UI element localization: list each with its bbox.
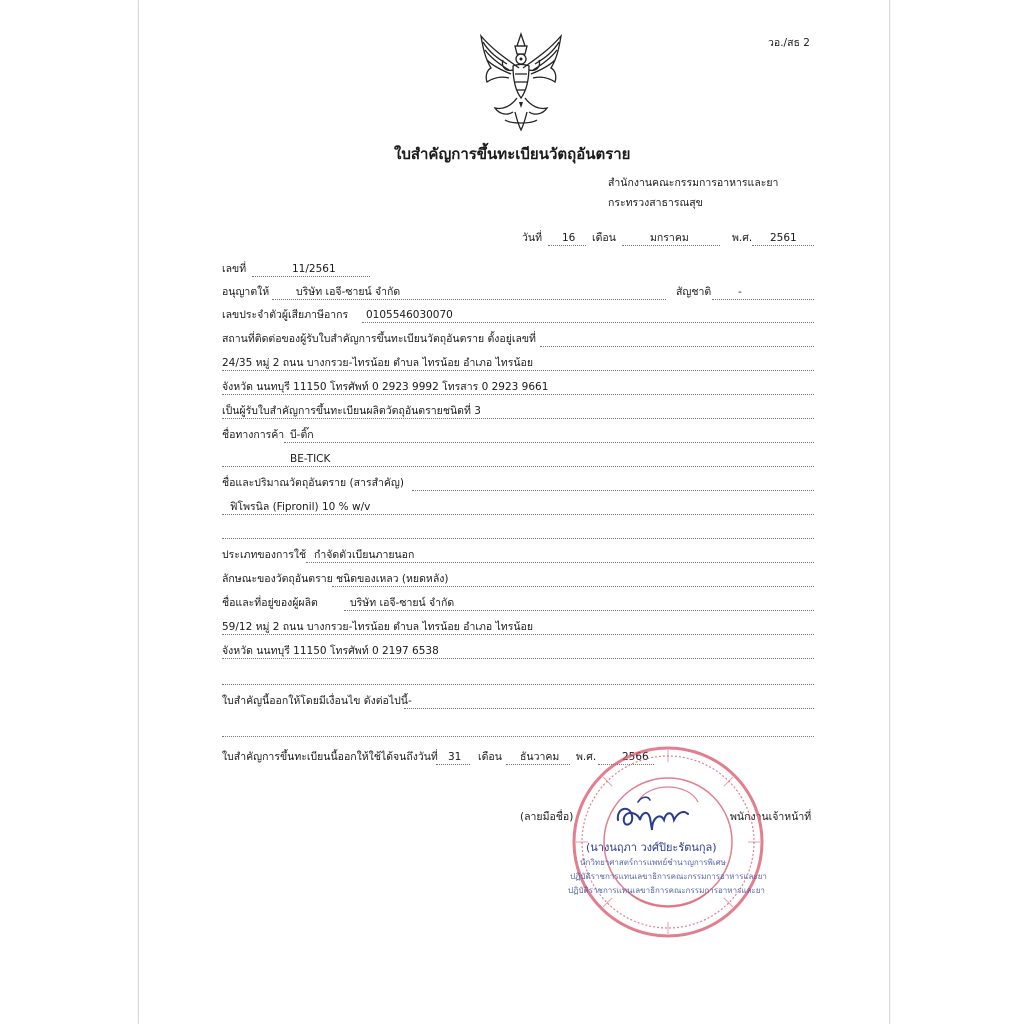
substance-dots-1 (222, 514, 814, 515)
expiry-month-label: เดือน (478, 751, 502, 763)
address-line-2-dots (222, 394, 814, 395)
expiry-label: ใบสำคัญการขึ้นทะเบียนนี้ออกให้ใช้ได้จนถึงวันที่ (222, 751, 438, 763)
expiry-day: 31 (448, 751, 462, 763)
reg-no-label: เลขที่ (222, 263, 247, 275)
reg-no: 11/2561 (292, 263, 336, 275)
issue-year-line (752, 245, 814, 246)
garuda-emblem-icon (475, 28, 567, 132)
formulation-line (332, 586, 814, 587)
issue-year-label: พ.ศ. (732, 232, 753, 244)
form-code: วอ./สธ 2 (768, 37, 810, 49)
manufacturer-address-2: จังหวัด นนทบุรี 11150 โทรศัพท์ 0 2197 6538 (222, 645, 439, 657)
officer-position-1: นักวิทยาศาสตร์การแพทย์ชำนาญการพิเศษ (580, 858, 726, 867)
licensee-label: อนุญาตให้ (222, 286, 270, 298)
licensee-name: บริษัท เอจี-ซายน์ จำกัด (296, 286, 401, 298)
manufacturer-line (344, 610, 814, 611)
trade-name-line (284, 442, 814, 443)
issue-day-line (548, 245, 586, 246)
document-title: ใบสำคัญการขึ้นทะเบียนวัตถุอันตราย (394, 145, 631, 163)
nationality-line (712, 299, 814, 300)
substance-label: ชื่อและปริมาณวัตถุอันตราย (สารสำคัญ) (222, 477, 404, 489)
agency-line-2: กระทรวงสาธารณสุข (608, 197, 703, 209)
trade-name-en-dots (222, 466, 814, 467)
expiry-month-line (506, 764, 570, 765)
address-line-1-dots (222, 370, 814, 371)
expiry-month: ธันวาคม (520, 751, 560, 763)
blank-dots-2 (222, 736, 814, 737)
expiry-year: 2566 (622, 751, 649, 763)
issue-month: มกราคม (650, 232, 689, 244)
substance-label-dots (412, 490, 814, 491)
licensee-line (272, 299, 666, 300)
expiry-day-line (436, 764, 470, 765)
officer-position-2: ปฏิบัติราชการแทนเลขาธิการคณะกรรมการอาหารและยา (570, 872, 767, 881)
manufacturer-name: บริษัท เอจี-ซายน์ จำกัด (350, 597, 455, 609)
use-type-label: ประเภทของการใช้ (222, 549, 307, 561)
conditions-line (404, 708, 814, 709)
manufacturer-address-1-dots (222, 634, 814, 635)
formulation-label: ลักษณะของวัตถุอันตราย (222, 573, 333, 585)
issue-year: 2561 (770, 232, 797, 244)
address-intro: สถานที่ติดต่อของผู้รับใบสำคัญการขึ้นทะเบียนวัตถุอันตราย ตั้งอยู่เลขที่ (222, 333, 536, 345)
officer-position-3: ปฏิบัติราชการแทนเลขาธิการคณะกรรมการอาหารและยา (568, 886, 765, 895)
manufacturer-address-2-dots (222, 658, 814, 659)
hazard-type: เป็นผู้รับใบสำคัญการขึ้นทะเบียนผลิตวัตถุอันตรายชนิดที่ 3 (222, 405, 481, 417)
signature-label: (ลายมือชื่อ) (520, 811, 574, 823)
issue-day-label: วันที่ (522, 232, 542, 244)
issue-month-label: เดือน (592, 232, 616, 244)
officer-name: (นางนฤภา วงศ์ปิยะรัตนกุล) (586, 841, 717, 854)
formulation: ชนิดของเหลว (หยดหลัง) (336, 573, 449, 585)
agency-line-1: สำนักงานคณะกรรมการอาหารและยา (608, 177, 779, 189)
substance-dots-2 (222, 538, 814, 539)
tax-id-line (362, 322, 814, 323)
nationality-label: สัญชาติ (676, 286, 712, 298)
trade-name-label: ชื่อทางการค้า (222, 429, 285, 441)
issue-month-line (622, 245, 720, 246)
expiry-year-label: พ.ศ. (576, 751, 597, 763)
conditions-value: - (408, 695, 412, 707)
use-type-line (306, 562, 814, 563)
nationality: - (738, 286, 742, 298)
address-line-1: 24/35 หมู่ 2 ถนน บางกรวย-ไทรน้อย ตำบล ไทรน้อย อำเภอ ไทรน้อย (222, 357, 533, 369)
trade-name-th: บี-ติ๊ก (290, 429, 314, 441)
hazard-type-dots (222, 418, 814, 419)
use-type: กำจัดตัวเบียนภายนอก (314, 549, 415, 561)
handwritten-signature (608, 790, 708, 838)
trade-name-en: BE-TICK (290, 453, 331, 465)
reg-no-line (252, 276, 370, 277)
manufacturer-address-1: 59/12 หมู่ 2 ถนน บางกรวย-ไทรน้อย ตำบล ไทรน้อย อำเภอ ไทรน้อย (222, 621, 533, 633)
manufacturer-label: ชื่อและที่อยู่ของผู้ผลิต (222, 597, 318, 609)
issue-day: 16 (562, 232, 576, 244)
officer-label: พนักงานเจ้าหน้าที่ (730, 811, 812, 823)
blank-dots-1 (222, 684, 814, 685)
tax-id: 0105546030070 (366, 309, 453, 321)
tax-id-label: เลขประจำตัวผู้เสียภาษีอากร (222, 309, 349, 321)
address-intro-line (540, 346, 814, 347)
substance-value: ฟิโพรนิล (Fipronil) 10 % w/v (230, 501, 371, 513)
conditions-label: ใบสำคัญนี้ออกให้โดยมีเงื่อนไข ดังต่อไปนี้ (222, 695, 408, 707)
address-line-2: จังหวัด นนทบุรี 11150 โทรศัพท์ 0 2923 9992 โทรสาร 0 2923 9661 (222, 381, 549, 393)
